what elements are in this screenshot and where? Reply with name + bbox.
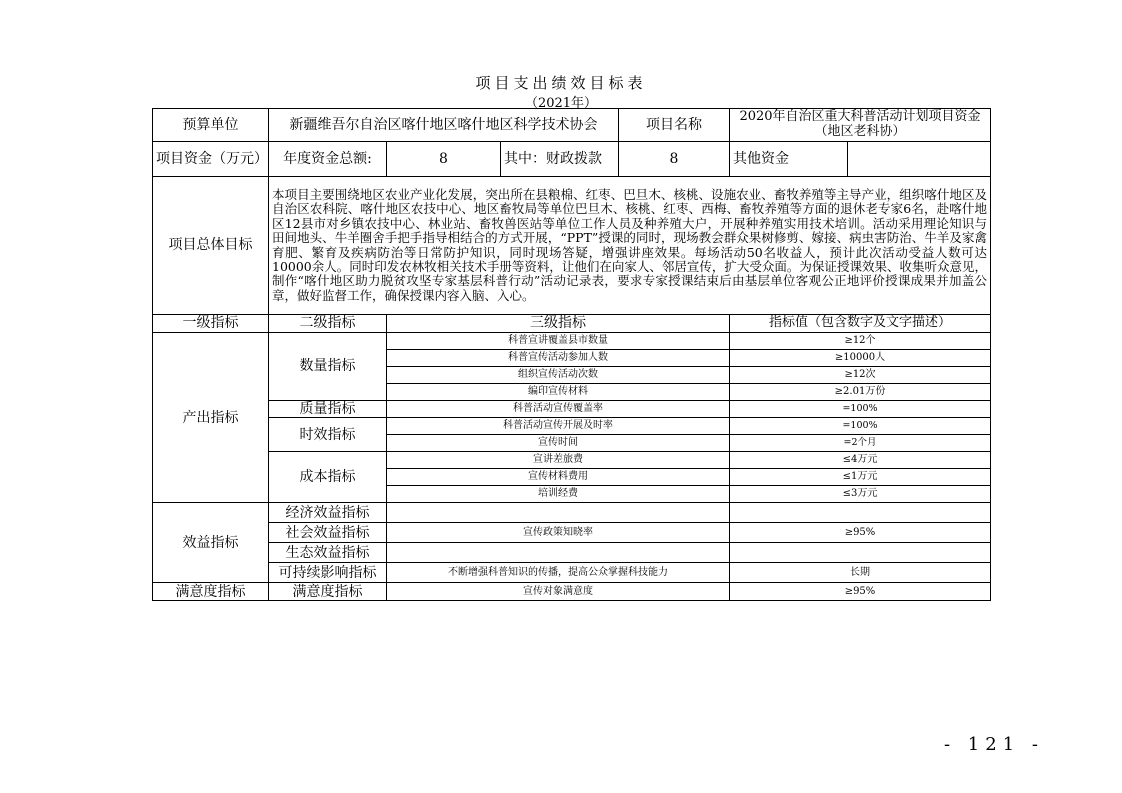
indicator-value: ≥2.01万份 [730, 384, 991, 401]
page-title: 项目支出绩效目标表 [475, 74, 647, 92]
other-funds-label: 其他资金 [730, 142, 848, 177]
indicator-value: =100% [730, 401, 991, 418]
satisfaction-sub-label: 满意度指标 [269, 583, 387, 601]
indicator-value: ≥95% [730, 523, 991, 543]
indicator-name: 科普活动宣传覆盖率 [387, 401, 730, 418]
sustainable-impact-label: 可持续影响指标 [269, 563, 387, 583]
indicator-name: 宣传材料费用 [387, 469, 730, 486]
output-indicators-label: 产出指标 [153, 333, 269, 503]
indicator-value: ≤3万元 [730, 486, 991, 503]
overall-goal-label: 项目总体目标 [153, 177, 269, 315]
annual-total-value: 8 [387, 142, 501, 177]
budget-unit-label: 预算单位 [153, 109, 269, 142]
indicator-name: 宣传时间 [387, 435, 730, 452]
page-number: - 121 - [944, 734, 1044, 755]
indicator-value: ≥10000人 [730, 350, 991, 367]
indicator-value [730, 543, 991, 563]
indicator-value: ≥95% [730, 583, 991, 601]
header-level3: 三级指标 [387, 315, 730, 333]
timeliness-indicators-label: 时效指标 [269, 418, 387, 452]
social-benefit-label: 社会效益指标 [269, 523, 387, 543]
indicator-name: 科普宣传活动参加人数 [387, 350, 730, 367]
fiscal-funds-label: 其中：财政拨款 [501, 142, 619, 177]
header-level1: 一级指标 [153, 315, 269, 333]
indicator-name [387, 503, 730, 523]
satisfaction-indicators-label: 满意度指标 [153, 583, 269, 601]
fiscal-funds-value: 8 [619, 142, 730, 177]
indicator-name: 不断增强科普知识的传播，提高公众掌握科技能力 [387, 563, 730, 583]
indicator-name: 科普宣讲覆盖县市数量 [387, 333, 730, 350]
indicator-value: =2个月 [730, 435, 991, 452]
ecological-benefit-label: 生态效益指标 [269, 543, 387, 563]
page-subtitle: （2021年） [524, 96, 598, 111]
indicator-name: 编印宣传材料 [387, 384, 730, 401]
benefit-indicators-label: 效益指标 [153, 503, 269, 583]
indicator-value [730, 503, 991, 523]
annual-total-label: 年度资金总额: [269, 142, 387, 177]
performance-table [152, 108, 991, 601]
indicator-value: ≥12个 [730, 333, 991, 350]
budget-unit-value: 新疆维吾尔自治区喀什地区喀什地区科学技术协会 [269, 109, 619, 142]
project-funds-label: 项目资金（万元） [153, 142, 269, 177]
quantity-indicators-label: 数量指标 [269, 333, 387, 401]
indicator-value: ≤4万元 [730, 452, 991, 469]
header-value: 指标值（包含数字及文字描述） [730, 315, 991, 333]
indicator-name: 宣传政策知晓率 [387, 523, 730, 543]
indicator-name: 科普活动宣传开展及时率 [387, 418, 730, 435]
indicator-name: 宣讲差旅费 [387, 452, 730, 469]
indicator-value: 长期 [730, 563, 991, 583]
indicator-name: 宣传对象满意度 [387, 583, 730, 601]
indicator-value: =100% [730, 418, 991, 435]
project-name-value: 2020年自治区重大科普活动计划项目资金（地区老科协） [730, 109, 991, 142]
project-name-label: 项目名称 [619, 109, 730, 142]
indicator-name [387, 543, 730, 563]
cost-indicators-label: 成本指标 [269, 452, 387, 503]
indicator-value: ≥12次 [730, 367, 991, 384]
indicator-name: 培训经费 [387, 486, 730, 503]
indicator-name: 组织宣传活动次数 [387, 367, 730, 384]
header-level2: 二级指标 [269, 315, 387, 333]
quality-indicators-label: 质量指标 [269, 401, 387, 418]
economic-benefit-label: 经济效益指标 [269, 503, 387, 523]
indicator-value: ≤1万元 [730, 469, 991, 486]
overall-goal-text: 本项目主要围绕地区农业产业化发展，突出所在县粮棉、红枣、巴旦木、核桃、设施农业、畜牧养殖等主导产业，组织喀什地区及自治区农科院、喀什地区农技中心、地区畜牧局等单位巴旦木、核桃、红枣、西梅、畜牧养殖等方面的退休老专家6名，赴喀什地区12县市对乡镇农技中心、林业站、畜牧兽医站等单位工作人员及种养殖大户，开展种养殖实用技术培训。活动采用理论知识与田间地头、牛羊圈舍手把手指导相结合的方式开展，“PPT”授课的同时，现场教会群众果树修剪、嫁接、病虫害防治、牛羊及家禽育肥、繁育及疾病防治等日常防护知识，同时现场答疑，增强讲座效果。每场活动50名收益人，预计此次活动受益人数可达10000余人。同时印发农林牧相关技术手册等资料，让他们在向家人、邻居宣传，扩大受众面。为保证授课效果、收集听众意见，制作“喀什地区助力脱贫攻坚专家基层科普行动”活动记录表，要求专家授课结束后由基层单位客观公正地评价授课成果并加盖公章，做好监督工作，确保授课内容入脑、入心。 [269, 177, 991, 315]
other-funds-value [848, 142, 991, 177]
